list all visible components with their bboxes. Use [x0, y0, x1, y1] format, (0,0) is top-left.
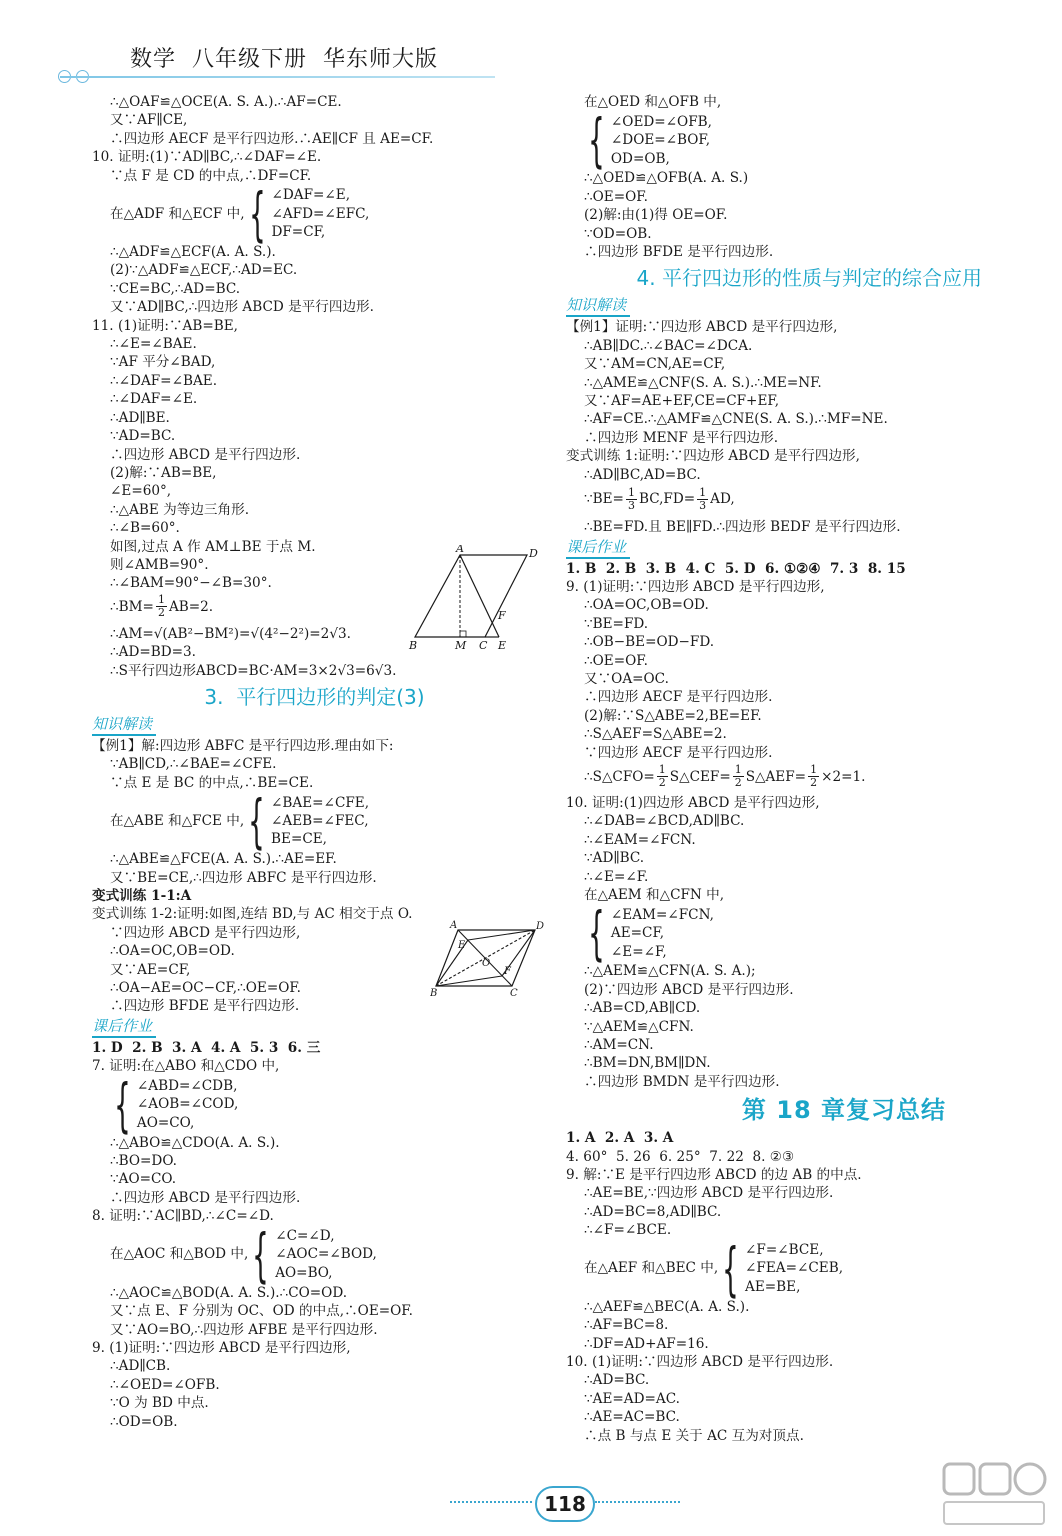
fraction-denominator: 3	[627, 498, 635, 512]
text-line: 在△OED 和△OFB 中,	[584, 94, 722, 110]
fraction-numerator: 1	[810, 763, 818, 777]
text-line: ∴S△AEF=S△ABE=2.	[584, 726, 727, 743]
text-line: 则∠AMB=90°.	[110, 556, 209, 573]
segment-ae	[460, 555, 499, 637]
text-line: ∴OA=OC,OB=OD.	[110, 943, 235, 960]
text-line: ∴AE=AC=BC.	[584, 1409, 680, 1426]
subsection-title: 课后作业	[566, 537, 630, 559]
text-fragment: AD,	[710, 490, 735, 507]
text-line: ∴∠BAM=90°−∠B=30°.	[110, 575, 272, 592]
text-line: ∴四边形 ABCD 是平行四边形.	[110, 446, 301, 463]
text-line: ∴BE=FD.且 BE∥FD.∴四边形 BEDF 是平行四边形.	[584, 519, 901, 536]
fraction-line	[566, 484, 1006, 514]
text-line: 在△AOC 和△BOD 中,	[110, 1246, 249, 1263]
text-line: 如图,过点 A 作 AM⊥BE 于点 M.	[110, 538, 316, 555]
text-line: ∠ABD=∠CDB,	[136, 1078, 238, 1095]
point-label: E	[498, 639, 507, 652]
text-line: 8. 证明:∵AC∥BD,∴∠C=∠D.	[92, 1208, 274, 1225]
answer-line: 1. A 2. A 3. A	[566, 1130, 674, 1147]
text-line: ∵OD=OB.	[584, 225, 652, 242]
fraction-numerator: 1	[157, 593, 165, 607]
text-line: ∴四边形 AECF 是平行四边形.∴AE∥CF 且 AE=CF.	[110, 130, 434, 147]
text-line: ∠F=∠BCE,	[745, 1242, 824, 1259]
text-line: ∴△ABE 为等边三角形.	[110, 501, 250, 518]
point-label: C	[479, 639, 488, 652]
brace-system	[566, 899, 1006, 968]
text-line: ∵△AEM≌△CFN.	[584, 1018, 694, 1035]
brace-system	[92, 1220, 537, 1289]
text-line: ∴S平行四边形ABCD=BC·AM=3×2√3=6√3.	[110, 662, 397, 679]
text-line: ∵AE=AD=AC.	[584, 1390, 680, 1407]
text-line: ∴AD∥BC,AD=BC.	[584, 466, 701, 483]
text-line: ∴AD=BD=3.	[110, 644, 197, 661]
text-line: 变式训练 1-1:A	[92, 888, 192, 904]
text-line: ∴AF=CE.∴△AMF≌△CNE(S. A. S.).∴MF=NE.	[584, 411, 888, 428]
text-line: ∴OE=OF.	[584, 652, 648, 669]
text-fragment: ∵BE=	[584, 490, 624, 507]
book-title: 数学 八年级下册 华东师大版	[130, 47, 438, 72]
fraction-denominator: 2	[157, 606, 165, 620]
text-line: AE=BE,	[745, 1278, 801, 1295]
text-line: 9. (1)证明:∵四边形 ABCD 是平行四边形,	[566, 578, 825, 595]
text-line: 变式训练 1:证明:∵四边形 ABCD 是平行四边形,	[566, 448, 860, 465]
text-line: ∴BM=DN,BM∥DN.	[584, 1055, 711, 1072]
fraction-numerator: 1	[658, 763, 666, 777]
text-line: ∵AD∥BC.	[584, 850, 645, 867]
text-line: ∴四边形 AECF 是平行四边形.	[584, 689, 773, 706]
page-header	[0, 0, 1062, 86]
point-label: F	[498, 609, 506, 622]
text-line: ∴BO=DO.	[110, 1153, 177, 1170]
text-line: ∴AD=BC=8,AD∥BC.	[584, 1203, 722, 1220]
text-line: ∠DOE=∠BOF,	[610, 132, 711, 149]
text-line: 又∵AE=CF,	[110, 961, 191, 978]
fraction-denominator: 2	[734, 776, 742, 790]
left-brace: {	[114, 1070, 131, 1139]
point-label: A	[456, 545, 464, 555]
figure-parallelogram-1	[405, 545, 545, 655]
text-line: ∴∠EAM=∠FCN.	[584, 831, 696, 848]
text-line: ∵AB∥CD,∴∠BAE=∠CFE.	[110, 756, 277, 773]
text-fragment: AB=2.	[168, 598, 214, 615]
fraction	[156, 594, 167, 619]
fraction	[808, 764, 819, 789]
point-label: D	[529, 547, 538, 560]
text-line: ∴点 B 与点 E 关于 AC 互为对顶点.	[584, 1427, 804, 1444]
fraction-line	[566, 762, 1006, 792]
text-line: 10. (1)证明:∵四边形 ABCD 是平行四边形.	[566, 1353, 834, 1370]
text-line: 9. (1)证明:∵四边形 ABCD 是平行四边形,	[92, 1339, 351, 1356]
text-fragment: ×2=1.	[821, 768, 866, 785]
point-label: B	[409, 639, 418, 652]
text-line: 又∵AF∥CE,	[110, 112, 188, 129]
text-line: ∴∠E=∠F.	[584, 868, 649, 885]
text-line: (2)解:∵S△ABE=2,BE=EF.	[584, 707, 762, 724]
left-brace: {	[252, 1220, 270, 1289]
text-line: 又∵BE=CE,∴四边形 ABFC 是平行四边形.	[110, 869, 377, 886]
text-line: ∴∠DAF=∠E.	[110, 391, 198, 408]
text-line: ∴△AEM≌△CFN(A. S. A.);	[584, 963, 756, 980]
text-line: ∴OE=OF.	[584, 188, 648, 205]
subsection-title: 知识解读	[92, 714, 156, 736]
fraction	[657, 764, 668, 789]
text-line: ∴△AOC≌△BOD(A. A. S.).∴CO=OD.	[110, 1284, 348, 1301]
text-line: (2)∵△ADF≌△ECF,∴AD=EC.	[110, 262, 298, 279]
text-line: ∴AD∥BE.	[110, 409, 170, 426]
point-label: M	[455, 639, 467, 652]
left-column	[92, 93, 537, 1431]
brace-system	[566, 1234, 1006, 1303]
answer-line: 1. D 2. B 3. A 4. A 5. 3 6. 三	[92, 1039, 321, 1056]
text-line: DF=CF,	[271, 224, 326, 241]
text-line: ∴∠B=60°.	[110, 520, 180, 537]
text-line: 10. 证明:(1)∵AD∥BC,∴∠DAF=∠E.	[92, 149, 322, 166]
text-line: ∠DAF=∠E,	[271, 187, 351, 204]
text-line: 在△AEM 和△CFN 中,	[584, 887, 725, 903]
right-column	[566, 93, 1006, 1445]
answer-line: 1. B 2. B 3. B 4. C 5. D 6. ①②④ 7. 3 8. 15	[566, 560, 906, 577]
text-line: ∠FEA=∠CEB,	[745, 1260, 844, 1277]
text-line: ∠EAM=∠FCN,	[610, 906, 714, 923]
chapter-title: 第 18 章复习总结	[741, 1096, 946, 1125]
text-line: ∴OB−BE=OD−FD.	[584, 634, 715, 651]
text-line: 变式训练 1-2:证明:如图,连结 BD,与 AC 相交于点 O.	[92, 906, 413, 923]
text-line: ∴AM=√(AB²−BM²)=√(4²−2²)=2√3.	[110, 625, 351, 642]
subsection-title: 知识解读	[566, 295, 630, 317]
text-line: ∠E=60°,	[110, 483, 172, 500]
text-fragment: BC,FD=	[638, 490, 696, 507]
text-line: 【例1】证明:∵四边形 ABCD 是平行四边形,	[566, 319, 838, 336]
text-line: 在△AEF 和△BEC 中,	[584, 1260, 719, 1277]
text-line: 11. (1)证明:∵AB=BE,	[92, 317, 238, 334]
text-line: ∴AM=CN.	[584, 1037, 654, 1054]
text-line: ∴DF=AD+AF=16.	[584, 1335, 709, 1352]
text-line: ∴OA=OC,OB=OD.	[584, 597, 709, 614]
point-label: E	[458, 940, 466, 951]
page-number: 118	[535, 1486, 595, 1522]
text-line: AE=CF,	[610, 925, 665, 942]
text-line: ∴OA−AE=OC−CF,∴OE=OF.	[110, 980, 301, 997]
fraction-denominator: 2	[810, 776, 818, 790]
header-rule	[60, 76, 495, 78]
text-line: ∴△OED≌△OFB(A. A. S.)	[584, 170, 749, 187]
text-line: 在△ABE 和△FCE 中,	[110, 812, 245, 829]
fraction	[626, 487, 637, 512]
subsection-title: 课后作业	[92, 1016, 156, 1038]
text-line: AO=BO,	[275, 1264, 333, 1281]
text-line: 又∵AM=CN,AE=CF,	[584, 356, 726, 373]
text-line: ∵点 F 是 CD 的中点,∴DF=CF.	[110, 167, 312, 184]
text-line: ∴∠OED=∠OFB.	[110, 1376, 220, 1393]
text-line: ∴四边形 ABCD 是平行四边形.	[110, 1189, 301, 1206]
fraction-numerator: 1	[627, 485, 635, 499]
text-fragment: ∴BM=	[110, 598, 154, 615]
text-line: ∠E=∠F,	[610, 943, 667, 960]
dotted-rule	[595, 1501, 680, 1505]
text-line: ∵点 E 是 BC 的中点,∴BE=CE.	[110, 774, 314, 791]
point-label: F	[504, 966, 511, 977]
text-line: 10. 证明:(1)四边形 ABCD 是平行四边形,	[566, 794, 820, 811]
text-line: 【例1】解:四边形 ABFC 是平行四边形.理由如下:	[92, 737, 394, 754]
text-line: ∴△ABO≌△CDO(A. A. S.).	[110, 1134, 280, 1151]
text-line: ∵O 为 BD 中点.	[110, 1395, 209, 1412]
answer-line: 4. 60° 5. 26 6. 25° 7. 22 8. ②③	[566, 1148, 795, 1165]
parallelogram-shape	[415, 555, 527, 637]
segment-ed	[468, 930, 535, 940]
text-line: ∵CE=BC,∴AD=BC.	[110, 280, 241, 297]
text-line: ∴AF=BC=8.	[584, 1317, 669, 1334]
fraction	[733, 764, 744, 789]
left-brace: {	[722, 1234, 739, 1303]
text-line: BE=CE,	[271, 831, 327, 848]
text-line: ∠BAE=∠CFE,	[271, 794, 370, 811]
fraction-denominator: 2	[658, 776, 666, 790]
text-line: 又∵AF=AE+EF,CE=CF+EF,	[584, 393, 780, 410]
point-label: A	[450, 920, 458, 931]
text-line: ∵四边形 AECF 是平行四边形.	[584, 744, 773, 761]
text-line: ∠OED=∠OFB,	[610, 113, 712, 130]
point-label: D	[536, 921, 545, 932]
text-line: (2)解:由(1)得 OE=OF.	[584, 207, 728, 224]
brace-system	[566, 106, 1006, 175]
text-line: ∠AFD=∠EFC,	[271, 205, 370, 222]
dotted-rule	[450, 1501, 532, 1505]
point-label: C	[510, 988, 518, 998]
text-line: ∴AB=CD,AB∥CD.	[584, 1000, 701, 1017]
text-line: ∴△ADF≌△ECF(A. A. S.).	[110, 244, 276, 261]
text-line: ∴∠E=∠BAE.	[110, 336, 197, 353]
text-line: ∴△AEF≌△BEC(A. A. S.).	[584, 1298, 750, 1315]
text-line: ∵AD=BC.	[110, 428, 176, 445]
text-line: OD=OB,	[610, 150, 670, 167]
text-line: ∴∠DAB=∠BCD,AD∥BC.	[584, 813, 745, 830]
text-line: ∵四边形 ABCD 是平行四边形,	[110, 924, 301, 941]
watermark-logo	[940, 1460, 1050, 1530]
text-line: ∠C=∠D,	[275, 1228, 335, 1245]
left-brace: {	[588, 899, 605, 968]
left-brace: {	[248, 787, 265, 856]
text-line: 又∵点 E、F 分别为 OC、OD 的中点,∴OE=OF.	[110, 1303, 413, 1320]
text-line: ∴△AME≌△CNF(S. A. S.).∴ME=NF.	[584, 374, 822, 391]
text-line: ∴△ABE≌△FCE(A. A. S.).∴AE=EF.	[110, 851, 337, 868]
fraction-numerator: 1	[734, 763, 742, 777]
text-line: ∴OD=OB.	[110, 1413, 178, 1430]
text-line: ∴四边形 BFDE 是平行四边形.	[110, 998, 300, 1015]
text-line: ∴四边形 BFDE 是平行四边形.	[584, 244, 774, 261]
section-title: 4. 平行四边形的性质与判定的综合应用	[636, 266, 982, 291]
text-fragment: ∴S△CFO=	[584, 768, 655, 785]
text-line: 又∵AO=BO,∴四边形 AFBE 是平行四边形.	[110, 1321, 378, 1338]
text-fragment: S△CEF=	[669, 768, 731, 785]
fraction	[697, 487, 708, 512]
left-brace: {	[588, 106, 605, 175]
text-line: ∴AE=BE,∵四边形 ABCD 是平行四边形.	[584, 1185, 834, 1202]
text-line: ∴△OAF≌△OCE(A. S. A.).∴AF=CE.	[110, 94, 342, 110]
text-line: AO=CO,	[136, 1114, 195, 1131]
page-number-area	[450, 1482, 710, 1522]
section-title: 3. 平行四边形的判定(3)	[204, 684, 425, 709]
text-line: 9. 解:∵E 是平行四边形 ABCD 的边 AB 的中点.	[566, 1167, 862, 1184]
text-line: (2)∵四边形 ABCD 是平行四边形.	[584, 981, 794, 998]
fraction-numerator: 1	[699, 485, 707, 499]
text-line: ∴AD=BC.	[584, 1372, 650, 1389]
fraction-denominator: 3	[699, 498, 707, 512]
text-line: ∴四边形 BMDN 是平行四边形.	[584, 1073, 780, 1090]
text-line: ∠AOC=∠BOD,	[275, 1246, 377, 1263]
text-line: ∴∠DAF=∠BAE.	[110, 372, 218, 389]
text-fragment: S△AEF=	[745, 768, 807, 785]
text-line: 在△ADF 和△ECF 中,	[110, 205, 245, 222]
text-line: 又∵AD∥BC,∴四边形 ABCD 是平行四边形.	[110, 299, 374, 316]
figure-parallelogram-2	[430, 920, 545, 998]
text-line: ∴四边形 MENF 是平行四边形.	[584, 429, 779, 446]
text-line: ∵BE=FD.	[584, 615, 649, 632]
brace-system	[92, 787, 537, 856]
text-line: ∴AD∥CB.	[110, 1358, 171, 1375]
text-line: (2)解:∵AB=BE,	[110, 464, 217, 481]
left-brace: {	[248, 180, 266, 249]
text-line: 7. 证明:在△ABO 和△CDO 中,	[92, 1058, 280, 1075]
brace-system	[92, 1070, 537, 1139]
right-angle-mark	[460, 631, 466, 637]
text-line: ∠AEB=∠FEC,	[271, 812, 369, 829]
point-label: O	[482, 958, 491, 969]
brace-system	[92, 180, 537, 249]
text-line: ∠AOB=∠COD,	[136, 1096, 239, 1113]
text-line: ∴∠F=∠BCE.	[584, 1222, 672, 1239]
text-line: ∵AF 平分∠BAD,	[110, 354, 216, 371]
text-line: 又∵OA=OC.	[584, 670, 669, 687]
text-line: ∵AO=CO.	[110, 1171, 177, 1188]
point-label: B	[430, 988, 438, 998]
text-line: ∴AB∥DC.∴∠BAC=∠DCA.	[584, 337, 753, 354]
